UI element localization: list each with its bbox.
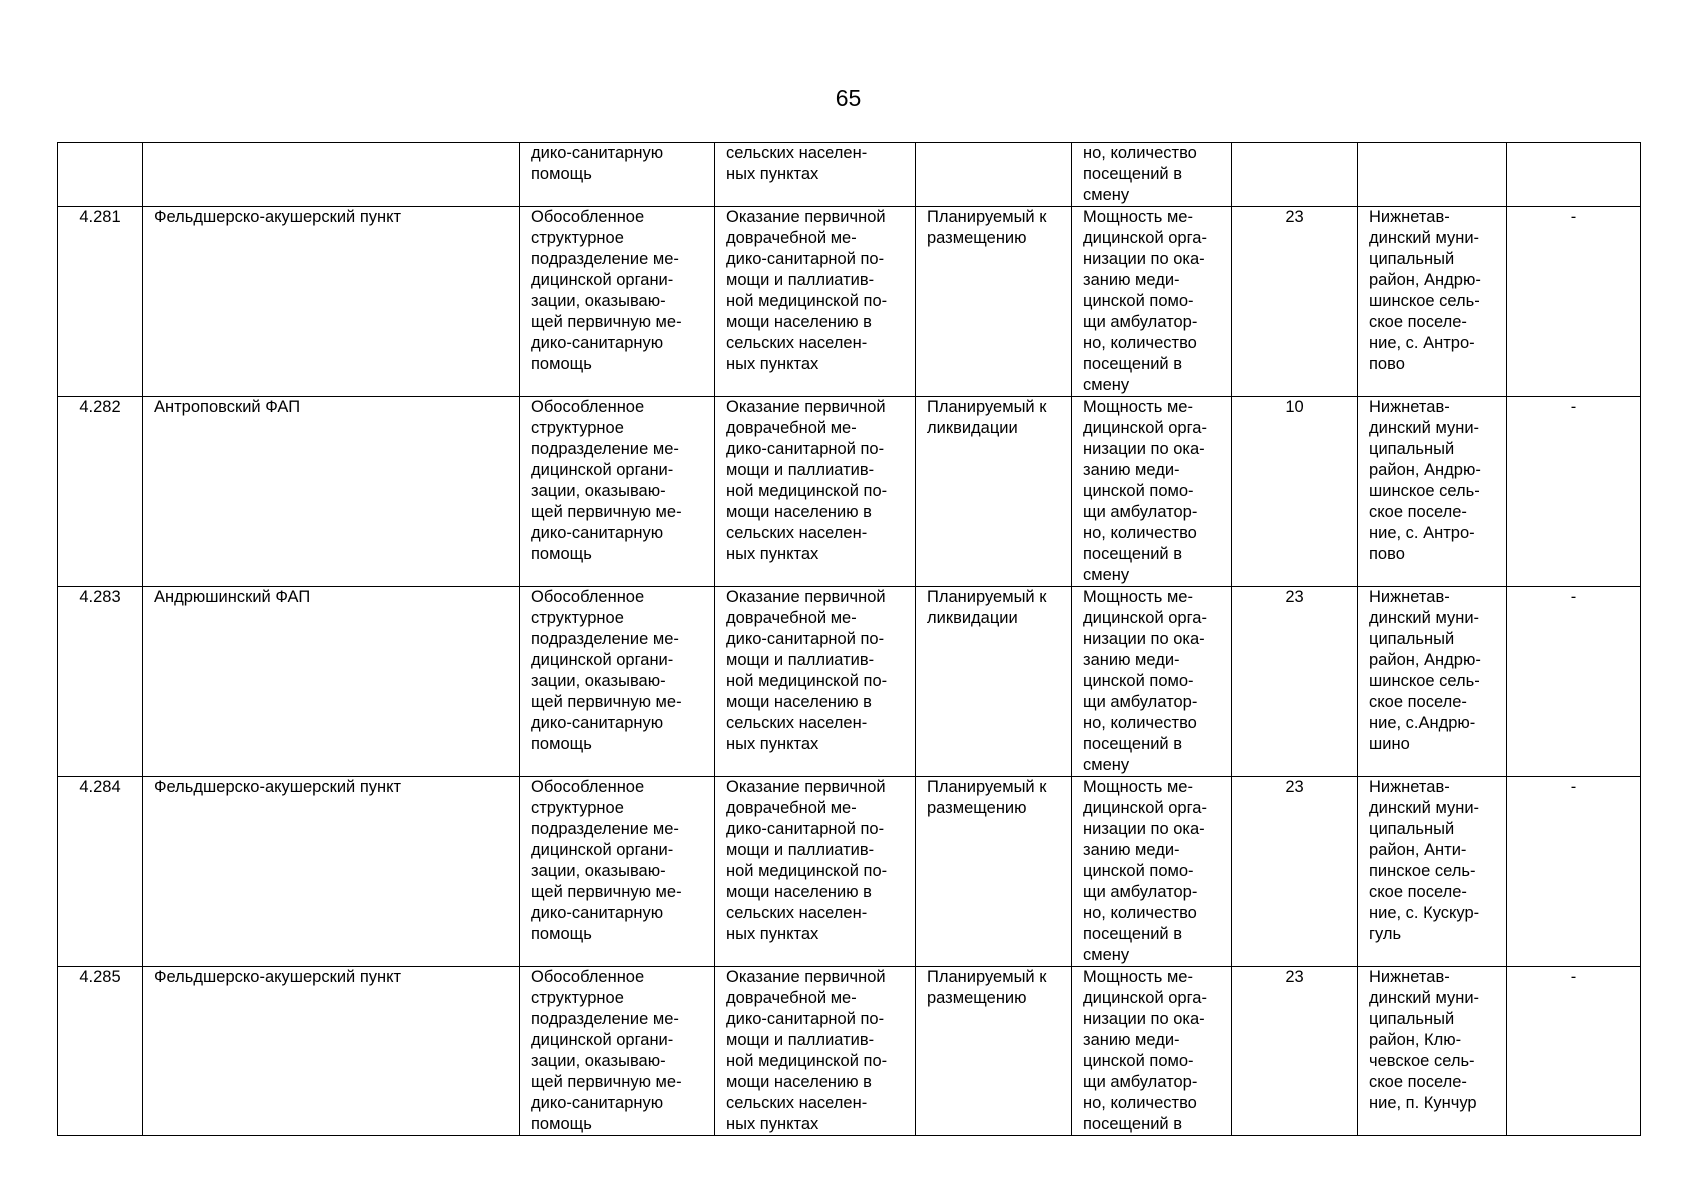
cell-location: Нижнетав- динский муни- ципальный район, Андрю- шинское сель- ское поселе- ние, с.Андрю- шино [1358, 587, 1507, 777]
cell-name: Фельдшерско-акушерский пункт [143, 777, 520, 967]
cell-purpose: Оказание первичной доврачебной ме- дико-санитарной по- мощи и паллиатив- ной медицинской по- мощи населению в сельских населен- ных пунктах [715, 587, 916, 777]
cell-name: Фельдшерско-акушерский пункт [143, 207, 520, 397]
cell-note [1507, 143, 1641, 207]
table-row-continuation [58, 143, 1641, 207]
cell-note: - [1507, 777, 1641, 967]
cell-number: 4.282 [58, 397, 143, 587]
cell-status: Планируемый к размещению [916, 967, 1072, 1136]
page-number: 65 [835, 85, 862, 111]
cell-value: 23 [1232, 587, 1358, 777]
cell-status: Планируемый к размещению [916, 207, 1072, 397]
cell-capacity: Мощность ме- дицинской орга- низации по ока- занию меди- цинской помо- щи амбулатор- но, количество посещений в смену [1072, 397, 1232, 587]
cell-value: 23 [1232, 207, 1358, 397]
cell-note: - [1507, 207, 1641, 397]
cell-capacity: но, количество посещений в смену [1072, 143, 1232, 207]
cell-purpose: Оказание первичной доврачебной ме- дико-санитарной по- мощи и паллиатив- ной медицинской по- мощи населению в сельских населен- ных пунктах [715, 967, 916, 1136]
cell-type: Обособленное структурное подразделение ме- дицинской органи- зации, оказываю- щей первичную ме- дико-санитарную помощь [520, 777, 715, 967]
cell-purpose: Оказание первичной доврачебной ме- дико-санитарной по- мощи и паллиатив- ной медицинской по- мощи населению в сельских населен- ных пунктах [715, 207, 916, 397]
facilities-table [57, 142, 1641, 1136]
cell-value [1232, 143, 1358, 207]
cell-number: 4.285 [58, 967, 143, 1136]
cell-purpose: Оказание первичной доврачебной ме- дико-санитарной по- мощи и паллиатив- ной медицинской по- мощи населению в сельских населен- ных пунктах [715, 777, 916, 967]
cell-note: - [1507, 587, 1641, 777]
cell-note: - [1507, 967, 1641, 1136]
cell-type: дико-санитарную помощь [520, 143, 715, 207]
cell-note: - [1507, 397, 1641, 587]
cell-number: 4.283 [58, 587, 143, 777]
table-row [58, 967, 1641, 1136]
cell-value: 23 [1232, 967, 1358, 1136]
cell-status: Планируемый к ликвидации [916, 397, 1072, 587]
cell-type: Обособленное структурное подразделение ме- дицинской органи- зации, оказываю- щей первичную ме- дико-санитарную помощь [520, 967, 715, 1136]
cell-number [58, 143, 143, 207]
cell-status [916, 143, 1072, 207]
cell-name: Фельдшерско-акушерский пункт [143, 967, 520, 1136]
cell-capacity: Мощность ме- дицинской орга- низации по ока- занию меди- цинской помо- щи амбулатор- но, количество посещений в смену [1072, 587, 1232, 777]
cell-capacity: Мощность ме- дицинской орга- низации по ока- занию меди- цинской помо- щи амбулатор- но, количество посещений в смену [1072, 777, 1232, 967]
cell-capacity: Мощность ме- дицинской орга- низации по ока- занию меди- цинской помо- щи амбулатор- но, количество посещений в смену [1072, 207, 1232, 397]
cell-capacity: Мощность ме- дицинской орга- низации по ока- занию меди- цинской помо- щи амбулатор- но, количество посещений в [1072, 967, 1232, 1136]
cell-number: 4.281 [58, 207, 143, 397]
table-row [58, 397, 1641, 587]
table-row [58, 207, 1641, 397]
cell-name: Андрюшинский ФАП [143, 587, 520, 777]
cell-value: 10 [1232, 397, 1358, 587]
cell-purpose: сельских населен- ных пунктах [715, 143, 916, 207]
cell-type: Обособленное структурное подразделение ме- дицинской органи- зации, оказываю- щей первичную ме- дико-санитарную помощь [520, 207, 715, 397]
cell-location [1358, 143, 1507, 207]
cell-name [143, 143, 520, 207]
cell-location: Нижнетав- динский муни- ципальный район, Анти- пинское сель- ское поселе- ние, с. Кускур- гуль [1358, 777, 1507, 967]
cell-type: Обособленное структурное подразделение ме- дицинской органи- зации, оказываю- щей первичную ме- дико-санитарную помощь [520, 397, 715, 587]
cell-number: 4.284 [58, 777, 143, 967]
cell-location: Нижнетав- динский муни- ципальный район, Клю- чевское сель- ское поселе- ние, п. Кунчур [1358, 967, 1507, 1136]
table-row [58, 777, 1641, 967]
cell-location: Нижнетав- динский муни- ципальный район, Андрю- шинское сель- ское поселе- ние, с. Антро- пово [1358, 397, 1507, 587]
cell-type: Обособленное структурное подразделение ме- дицинской органи- зации, оказываю- щей первичную ме- дико-санитарную помощь [520, 587, 715, 777]
cell-location: Нижнетав- динский муни- ципальный район, Андрю- шинское сель- ское поселе- ние, с. Антро- пово [1358, 207, 1507, 397]
cell-status: Планируемый к ликвидации [916, 587, 1072, 777]
table-row [58, 587, 1641, 777]
cell-purpose: Оказание первичной доврачебной ме- дико-санитарной по- мощи и паллиатив- ной медицинской по- мощи населению в сельских населен- ных пунктах [715, 397, 916, 587]
cell-status: Планируемый к размещению [916, 777, 1072, 967]
cell-value: 23 [1232, 777, 1358, 967]
cell-name: Антроповский ФАП [143, 397, 520, 587]
